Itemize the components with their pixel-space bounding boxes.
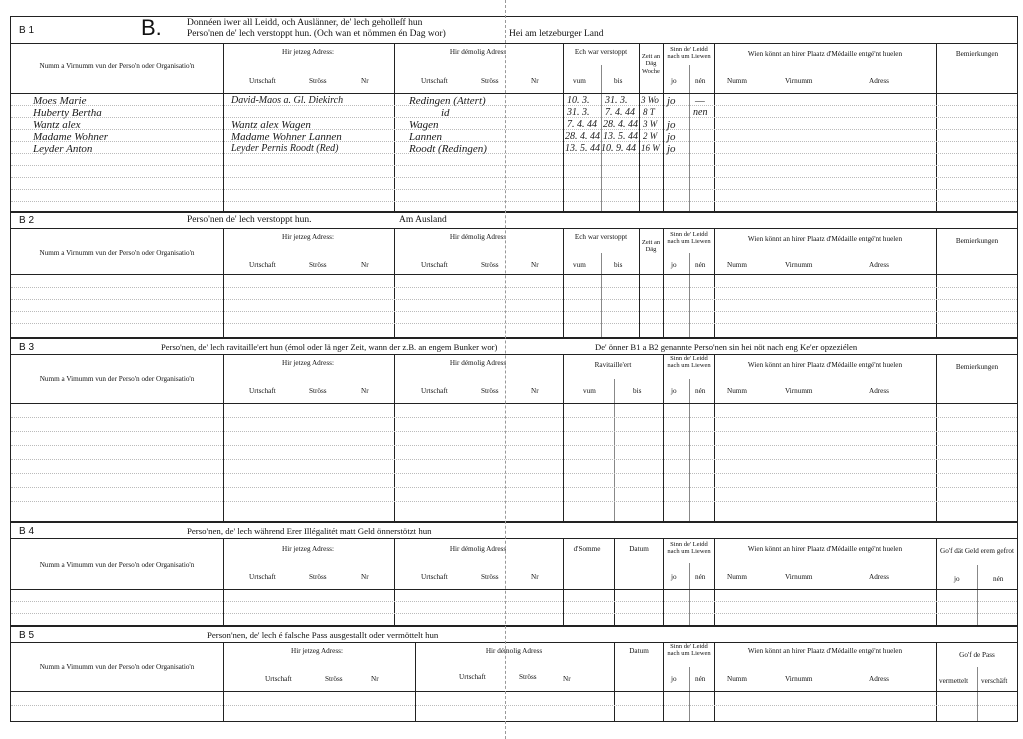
section-b3: [10, 338, 1018, 522]
section-title: Perso'nen, de' lech ravitaille'ert hun (émol oder lä nger Zeit, wann der z.B. an engem Bunker wor): [161, 342, 498, 352]
entry-now-address: Leyder Pernis Roodt (Red): [231, 143, 339, 154]
col-pass-header: Go'f de Pass: [959, 651, 995, 659]
sub-numm: Numm: [727, 387, 747, 395]
entry-zeit: 16 W: [641, 143, 660, 153]
entry-former-address: Redingen (Attert): [409, 95, 486, 107]
col-sinn-header: Sinn de' Leidd nach um Liewen: [667, 541, 711, 556]
col-wien-header: Wien könnt an hirer Plaatz d'Médaille entgé'nt huelen: [747, 50, 903, 58]
sub-nen: nén: [695, 77, 706, 85]
form-letter: B.: [141, 15, 162, 40]
sub-nen: nén: [695, 573, 706, 581]
entry-now-address: Madame Wohner Lannen: [231, 131, 342, 143]
sub-bis: bis: [614, 261, 623, 269]
sub-stross: Ströss: [481, 77, 499, 85]
sub-jo: jo: [671, 675, 677, 683]
sub-urtschaft: Urtschaft: [249, 387, 276, 395]
col-bem-header: Bemierkungen: [955, 363, 999, 371]
sub-urtschaft: Urtschaft: [265, 675, 292, 683]
entry-former-address: Lannen: [409, 131, 442, 143]
section-b2: [10, 212, 1018, 338]
section-code: B 5: [19, 630, 35, 641]
sub-jo: jo: [671, 261, 677, 269]
entry-jo: jo: [667, 119, 676, 131]
col-now-header: Hir jetzeg Adress:: [282, 48, 334, 56]
sub-nr: Nr: [361, 573, 369, 581]
sub-nr: Nr: [361, 261, 369, 269]
section-code: B 3: [19, 342, 35, 353]
fold-line: [505, 0, 506, 739]
section-title-right: De' önner B1 a B2 genannte Perso'nen sin hei nöt nach eng Ke'er opzeziélen: [595, 342, 858, 352]
col-now-header: Hir jetzeg Adress:: [282, 545, 334, 553]
sub-urtschaft: Urtschaft: [421, 387, 448, 395]
sub-adress: Adress: [869, 77, 889, 85]
section-title-line1: Donnéen iwer all Leidd, och Auslänner, de' lech geholleſf hun: [187, 18, 423, 28]
section-title-right: Hei am letzeburger Land: [509, 29, 604, 39]
col-datum-header: Datum: [629, 647, 649, 655]
entry-vum: 31. 3.: [567, 107, 590, 118]
sub-virnumm: Virnumm: [785, 261, 813, 269]
col-hidden-header: Ech war verstoppt: [574, 233, 628, 241]
entry-name: Madame Wohner: [33, 131, 109, 143]
entry-zeit: 3 Wo: [641, 95, 659, 105]
sub-stross: Ströss: [481, 261, 499, 269]
sub-virnumm: Virnumm: [785, 573, 813, 581]
col-wien-header: Wien könnt an hirer Plaatz d'Médaille entgé'nt huelen: [747, 361, 903, 369]
entry-former-address: Wagen: [409, 119, 439, 131]
col-bem-header: Bemierkungen: [955, 237, 999, 245]
section-title: Perso'nen de' lech verstoppt hun.: [187, 215, 312, 225]
col-name-header: Numm a Vimumm vun der Perso'n oder Organisatio'n: [39, 663, 195, 671]
entry-name: Moes Marie: [33, 95, 87, 107]
sub-jo: jo: [671, 77, 677, 85]
sub-urtschaft: Urtschaft: [459, 673, 486, 681]
entry-vum: 10. 3.: [567, 95, 590, 106]
entry-vum: 13. 5. 44: [565, 143, 600, 154]
col-bem-header: Bemierkungen: [955, 50, 999, 58]
sub-numm: Numm: [727, 573, 747, 581]
col-now-header: Hir jetzeg Adress:: [291, 647, 343, 655]
col-name-header: Numm a Virnumm vun der Perso'n oder Organisatio'n: [39, 62, 195, 70]
section-b1-header: [11, 17, 1017, 44]
section-code: B 1: [19, 25, 35, 36]
sub-bis: bis: [614, 77, 623, 85]
sub-nen: nén: [695, 261, 706, 269]
section-code: B 4: [19, 526, 35, 537]
sub-vum: vum: [573, 77, 586, 85]
sub-stross: Ströss: [481, 573, 499, 581]
sub-stross: Ströss: [309, 387, 327, 395]
entry-bis: 31. 3.: [605, 95, 628, 106]
col-now-header: Hir jetzeg Adress:: [282, 359, 334, 367]
sub-nr: Nr: [361, 387, 369, 395]
sub-urtschaft: Urtschaft: [421, 261, 448, 269]
col-datum-header: Datum: [629, 545, 649, 553]
sub-nr: Nr: [531, 77, 539, 85]
col-sinn-header: Sinn de' Leidd nach um Liewen: [667, 231, 711, 246]
entry-now-address: David-Maos a. Gl. Diekirch: [231, 95, 344, 106]
section-b4-header: [11, 523, 1017, 539]
col-former-header: Hir démolig Adress: [449, 48, 507, 56]
entry-bis: 13. 5. 44: [603, 131, 638, 142]
entry-jo: jo: [667, 131, 676, 143]
entry-vum: 28. 4. 44: [565, 131, 600, 142]
col-name-header: Numm a Virnumm vun der Perso'n oder Organisatio'n: [39, 249, 195, 257]
sub-adress: Adress: [869, 261, 889, 269]
sub-nr: Nr: [531, 387, 539, 395]
sub-nr: Nr: [531, 573, 539, 581]
sub-urtschaft: Urtschaft: [249, 77, 276, 85]
sub-jo: jo: [671, 573, 677, 581]
sub-virnumm: Virnumm: [785, 387, 813, 395]
col-wien-header: Wien könnt an hirer Plaatz d'Médaille entgé'nt huelen: [747, 545, 903, 553]
section-code: B 2: [19, 215, 35, 226]
section-b4: [10, 522, 1018, 626]
section-title-line2: Perso'nen de' lech verstoppt hun. (Och wan et nömmen én Dag wor): [187, 29, 446, 39]
sub-jo: jo: [954, 575, 960, 583]
section-b1: [10, 16, 1018, 212]
entry-name: Huberty Bertha: [33, 107, 102, 119]
sub-numm: Numm: [727, 77, 747, 85]
sub-vum: vum: [573, 261, 586, 269]
sub-verschaft: verschäft: [981, 677, 1008, 685]
sub-adress: Adress: [869, 573, 889, 581]
sub-adress: Adress: [869, 675, 889, 683]
entry-bis: 7. 4. 44: [605, 107, 635, 118]
entry-zeit: 3 W: [643, 119, 658, 129]
sub-numm: Numm: [727, 675, 747, 683]
col-name-header: Numm a Vimumm vun der Perso'n oder Organisatio'n: [39, 375, 195, 383]
sub-stross: Ströss: [309, 261, 327, 269]
sub-stross: Ströss: [325, 675, 343, 683]
entry-jo: jo: [667, 143, 676, 155]
sub-numm: Numm: [727, 261, 747, 269]
col-wien-header: Wien könnt an hirer Plaatz d'Médaille entgé'nt huelen: [747, 235, 903, 243]
col-time-header: Zeit an Däg: [641, 239, 661, 254]
sub-urtschaft: Urtschaft: [421, 77, 448, 85]
section-b5: [10, 626, 1018, 722]
entry-jo: jo: [667, 95, 676, 107]
section-b3-header: [11, 339, 1017, 355]
col-sinn-header: Sinn de' Leidd nach um Liewen: [667, 643, 711, 658]
section-b5-header: [11, 627, 1017, 643]
sub-stross: Ströss: [519, 673, 537, 681]
sub-nen: nén: [695, 675, 706, 683]
entry-now-address: Wantz alex Wagen: [231, 119, 311, 131]
section-title-right: Am Ausland: [399, 215, 447, 225]
sub-bis: bis: [633, 387, 642, 395]
col-ravit-header: Ravitaille'ert: [594, 361, 632, 369]
sub-jo: jo: [671, 387, 677, 395]
section-title: Person'nen, de' lech é falsche Pass ausgestallt oder vermöttelt hun: [207, 630, 439, 640]
entry-zeit: 2 W: [643, 131, 658, 141]
sub-nr: Nr: [563, 675, 571, 683]
col-former-header: Hir démolig Adress: [449, 359, 507, 367]
col-time-header: Zeit an Däg Woche: [641, 53, 661, 75]
sub-nr: Nr: [361, 77, 369, 85]
col-name-header: Numm a Vimumm vun der Perso'n oder Organisatio'n: [39, 561, 195, 569]
sub-nen: nén: [993, 575, 1004, 583]
col-former-header: Hir démolig Adress: [449, 233, 507, 241]
col-got-header: Go'f dät Geld erem gefrot: [940, 547, 1014, 555]
col-hidden-header: Ech war verstoppt: [574, 48, 628, 56]
col-sinn-header: Sinn de' Leidd nach um Liewen: [667, 46, 711, 61]
col-somme-header: d'Somme: [573, 545, 601, 553]
section-b2-header: [11, 213, 1017, 229]
sub-stross: Ströss: [481, 387, 499, 395]
entry-former-address: Roodt (Redingen): [409, 143, 487, 155]
sub-urtschaft: Urtschaft: [249, 261, 276, 269]
entry-bis: 10. 9. 44: [601, 143, 636, 154]
sub-virnumm: Virnumm: [785, 675, 813, 683]
sub-nr: Nr: [371, 675, 379, 683]
sub-virnumm: Virnumm: [785, 77, 813, 85]
sub-stross: Ströss: [309, 77, 327, 85]
col-former-header: Hir démolig Adress: [449, 545, 507, 553]
entry-nen: nen: [693, 107, 708, 118]
entry-vum: 7. 4. 44: [567, 119, 597, 130]
entry-name: Leyder Anton: [33, 143, 93, 155]
col-wien-header: Wien könnt an hirer Plaatz d'Médaille entgé'nt huelen: [747, 647, 903, 655]
entry-zeit: 8 T: [643, 107, 655, 117]
sub-vum: vum: [583, 387, 596, 395]
sub-vermettelt: vermettelt: [939, 677, 969, 685]
entry-bis: 28. 4. 44: [603, 119, 638, 130]
entry-name: Wantz alex: [33, 119, 81, 131]
sub-urtschaft: Urtschaft: [421, 573, 448, 581]
sub-nen: nén: [695, 387, 706, 395]
col-former-header: Hir démolig Adress: [485, 647, 543, 655]
sub-urtschaft: Urtschaft: [249, 573, 276, 581]
entry-nen: —: [695, 95, 705, 107]
sub-stross: Ströss: [309, 573, 327, 581]
sub-adress: Adress: [869, 387, 889, 395]
entry-former-address: id: [441, 107, 450, 119]
sub-nr: Nr: [531, 261, 539, 269]
section-title: Perso'nen, de' lech während Erer Illégalitét matt Geld önnerstötzt hun: [187, 526, 432, 536]
col-now-header: Hir jetzeg Adress:: [282, 233, 334, 241]
col-sinn-header: Sinn de' Leidd nach um Liewen: [667, 355, 711, 370]
